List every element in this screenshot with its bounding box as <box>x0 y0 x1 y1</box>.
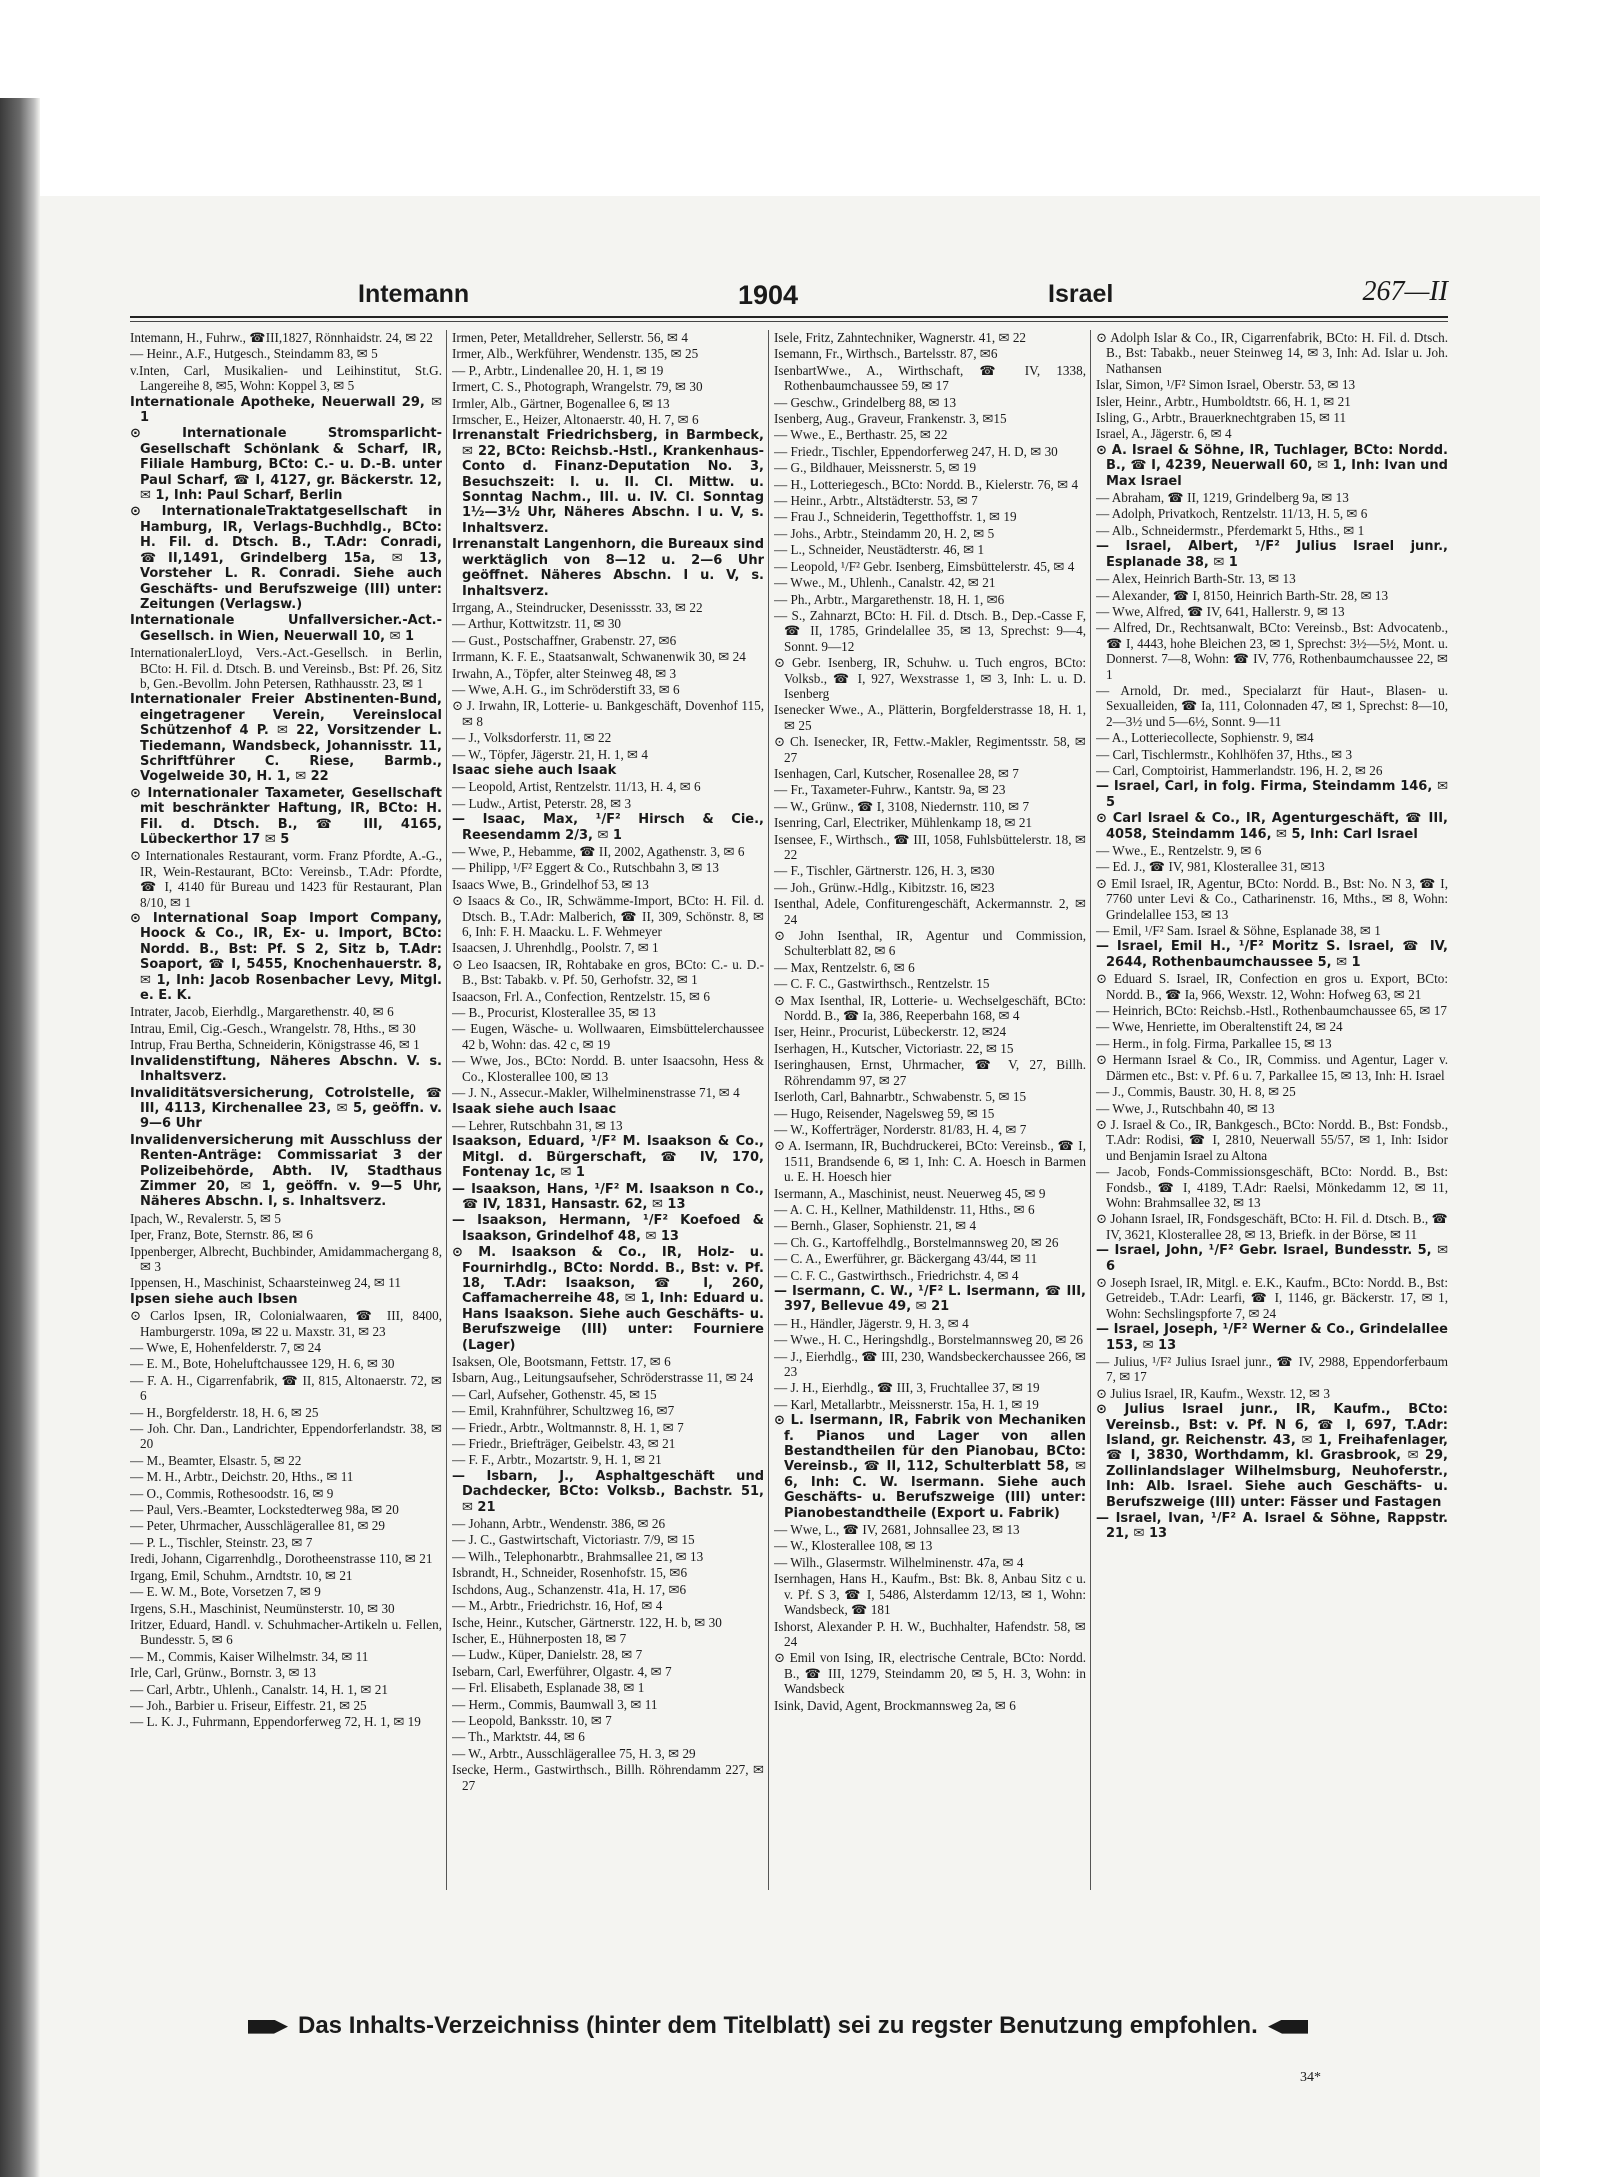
directory-entry: — M., Beamter, Elsastr. 5, ✉ 22 <box>130 1452 302 1468</box>
directory-entry: — O., Commis, Rothesoodstr. 16, ✉ 9 <box>130 1485 334 1501</box>
directory-entry: ⊙ Carl Israel & Co., IR, Agenturgeschäft, ☎ III, 4058, Steindamm 146, ✉ 5, Inh: Carl Israel <box>1096 811 1448 842</box>
directory-entry: — C. F. C., Gastwirthsch., Rentzelstr. 15 <box>774 976 990 992</box>
directory-entry: Isemann, Fr., Wirthsch., Bartelsstr. 87, ✉6 <box>774 346 998 362</box>
directory-entry: — Friedr., Briefträger, Geibelstr. 43, ✉ 21 <box>452 1436 676 1452</box>
directory-entry: ⊙ Internationale Stromsparlicht-Gesellschaft Schönlank & Scharf, IR, Filiale Hamburg, BCto: C.- u. D.-B. unter Paul Scharf, ☎ I, 4127, gr. Bäckerstr. 12, ✉ 1, Inh: Paul Scharf, Berlin <box>130 426 442 504</box>
directory-entry: ⊙ Emil Israel, IR, Agentur, BCto: Nordd. B., Bst: No. N 3, ☎ I, 7760 unter Levi & Co., Catharinenstr. 16, Mths., ✉ 8, Wohn: Grindelallee 153, ✉ 13 <box>1096 875 1448 922</box>
directory-entry: InternationalerLloyd, Vers.-Act.-Gesellsch. in Berlin, BCto: H. Fil. d. Dtsch. B. und Vereinsb., Bst: Pf. 26, Sitz b, Gen.-Bevollm. John Petersen, Rathhausstr. 23, ✉ 1 <box>130 645 442 691</box>
footer-text: Das Inhalts-Verzeichniss (hinter dem Titelblatt) sei zu regster Benutzung empfohlen. <box>298 2012 1258 2039</box>
directory-entry: — Friedr., Tischler, Eppendorferweg 247, H. D, ✉ 30 <box>774 443 1058 459</box>
directory-entry: Ipsen siehe auch Ibsen <box>130 1291 298 1307</box>
directory-entry: — M., Arbtr., Friedrichstr. 16, Hof, ✉ 4 <box>452 1598 663 1614</box>
directory-entry: Irmen, Peter, Metalldreher, Sellerstr. 56, ✉ 4 <box>452 330 688 345</box>
directory-entry: Invalidenversicherung mit Ausschluss der Renten-Anträge: Commissariat 3 der Polizeibehörde, Abth. IV, Stadthaus Zimmer 20, ✉ 1, geöffn. v. 9—5 Uhr, Näheres Abschn. I, s. Inhaltsverz. <box>130 1132 442 1210</box>
directory-entry: — Julius, ¹/F² Julius Israel junr., ☎ IV, 2988, Eppendorferbaum 7, ✉ 17 <box>1096 1354 1448 1385</box>
directory-entry: — Isaakson, Hermann, ¹/F² Koefoed & Isaakson, Grindelhof 48, ✉ 13 <box>452 1213 764 1244</box>
directory-entry: Isernhagen, Hans H., Kaufm., Bst: Bk. 8, Anbau Sitz c u. v. Pf. S 3, ☎ I, 5486, Alsterdamm 12/13, ✉ 1, Wohn: Wandsbeck, ☎ 181 <box>774 1571 1086 1618</box>
directory-entry: — Israel, Carl, in folg. Firma, Steindamm 146, ✉ 5 <box>1096 779 1448 810</box>
directory-entry: — Wwe, A.H. G., im Schröderstift 33, ✉ 6 <box>452 681 680 697</box>
header-first-entry: Intemann <box>358 280 470 308</box>
directory-entry: — Carl, Arbtr., Uhlenh., Canalstr. 14, H. 1, ✉ 21 <box>130 1681 388 1697</box>
directory-entry: Isenthal, Adele, Confiturengeschäft, Ackermannstr. 2, ✉ 24 <box>774 896 1086 927</box>
directory-entry: Iseringhausen, Ernst, Uhrmacher, ☎ V, 27, Billh. Röhrendamm 97, ✉ 27 <box>774 1057 1086 1088</box>
directory-entry: — Frau J., Schneiderin, Tegetthoffstr. 1, ✉ 19 <box>774 509 1017 525</box>
directory-entry: Isaksen, Ole, Bootsmann, Fettstr. 17, ✉ 6 <box>452 1354 671 1369</box>
directory-entry: — Joh., Grünw.-Hdlg., Kibitzstr. 16, ✉23 <box>774 879 995 895</box>
directory-entry: ⊙ John Isenthal, IR, Agentur und Commission, Schulterblatt 82, ✉ 6 <box>774 928 1086 959</box>
directory-entry: — Isbarn, J., Asphaltgeschäft und Dachdecker, BCto: Volksb., Bachstr. 51, ✉ 21 <box>452 1468 764 1515</box>
directory-entry: — Geschw., Grindelberg 88, ✉ 13 <box>774 394 957 410</box>
directory-entry: Intrup, Frau Bertha, Schneiderin, Königstrasse 46, ✉ 1 <box>130 1037 420 1053</box>
directory-entry: — B., Procurist, Klosterallee 35, ✉ 13 <box>452 1005 656 1021</box>
directory-entry: — Wwe, E, Hohenfelderstr. 7, ✉ 24 <box>130 1340 321 1355</box>
directory-entry: — F., Tischler, Gärtnerstr. 126, H. 3, ✉30 <box>774 863 995 879</box>
directory-entry: — A., Lotteriecollecte, Sophienstr. 9, ✉4 <box>1096 730 1314 746</box>
directory-entry: ⊙ Gebr. Isenberg, IR, Schuhw. u. Tuch engros, BCto: Volksb., ☎ I, 927, Wexstrasse 1, ✉ 3, Inh: L. u. D. Isenberg <box>774 655 1086 701</box>
directory-entry: — Isermann, C. W., ¹/F² L. Isermann, ☎ III, 397, Bellevue 49, ✉ 21 <box>774 1283 1086 1315</box>
directory-entry: — C. F. C., Gastwirthsch., Friedrichstr. 4, ✉ 4 <box>774 1267 1019 1283</box>
directory-entry: — Joh., Barbier u. Friseur, Eiffestr. 21, ✉ 25 <box>130 1697 367 1713</box>
directory-entry: — F. F., Arbtr., Mozartstr. 9, H. 1, ✉ 21 <box>452 1452 662 1468</box>
directory-entry: ⊙ Eduard S. Israel, IR, Confection en gros u. Export, BCto: Nordd. B., ☎ Ia, 966, Wexstr. 12, Wohn: Hofweg 63, ✉ 21 <box>1096 971 1448 1002</box>
directory-entry: — F. A. H., Cigarrenfabrik, ☎ II, 815, Altonaerstr. 72, ✉ 6 <box>130 1372 442 1404</box>
directory-column-1 <box>130 330 442 1900</box>
directory-entry: — J., Volksdorferstr. 11, ✉ 22 <box>452 730 612 746</box>
directory-entry: Ishorst, Alexander P. H. W., Buchhalter, Hafendstr. 58, ✉ 24 <box>774 1618 1086 1649</box>
directory-entry: — J. C., Gastwirtschaft, Victoriastr. 7/9, ✉ 15 <box>452 1532 695 1548</box>
directory-entry: — J., Commis, Baustr. 30, H. 8, ✉ 25 <box>1096 1084 1296 1100</box>
directory-entry: — Ludw., Küper, Danielstr. 28, ✉ 7 <box>452 1647 643 1663</box>
directory-entry: — S., Zahnarzt, BCto: H. Fil. d. Dtsch. B., Dep.-Casse F, ☎ II, 1785, Grindelallee 35, ✉ 13, Sprechst: 9—4, Sonnt. 9—12 <box>774 607 1086 654</box>
directory-entry: ⊙ Internationaler Taxameter, Gesellschaft mit beschränkter Haftung, IR, BCto: H. Fil. d. Dtsch. B., ☎ III, 4165, Lübeckerthor 17 ✉ 5 <box>130 785 442 847</box>
directory-entry: Isling, G., Arbtr., Brauerknechtgraben 15, ✉ 11 <box>1096 410 1347 426</box>
directory-entry: — Leopold, Banksstr. 10, ✉ 7 <box>452 1712 612 1728</box>
directory-entry: — Herm., Commis, Baumwall 3, ✉ 11 <box>452 1696 658 1712</box>
directory-entry: Isaac siehe auch Isaak <box>452 762 617 778</box>
header-rule <box>130 316 1448 318</box>
directory-entry: Ippensen, H., Maschinist, Schaarsteinweg 24, ✉ 11 <box>130 1275 401 1291</box>
header-year: 1904 <box>738 280 799 310</box>
directory-entry: Irrmann, K. F. E., Staatsanwalt, Schwanenwik 30, ✉ 24 <box>452 649 746 665</box>
directory-entry: Isenhagen, Carl, Kutscher, Rosenallee 28, ✉ 7 <box>774 765 1019 781</box>
directory-entry: — Hugo, Reisender, Nagelsweg 59, ✉ 15 <box>774 1105 995 1121</box>
directory-entry: Isaacs Wwe, B., Grindelhof 53, ✉ 13 <box>452 876 649 892</box>
pointing-hand-icon <box>248 2020 288 2034</box>
directory-entry: — W., Klosterallee 108, ✉ 13 <box>774 1538 933 1554</box>
directory-entry: ⊙ International Soap Import Company, Hoock & Co., IR, Ex- u. Import, BCto: Nordd. B., Bst: Pf. S 2, Sitz b, T.Adr: Soaport, ☎ I, 5455, Knochenhauerstr. 8, ✉ 1, Inh: Jacob Rosenbacher Levy, Mitgl. e. E. K. <box>130 911 442 1004</box>
directory-entry: — Wwe., M., Uhlenh., Canalstr. 42, ✉ 21 <box>774 575 996 591</box>
directory-column-4 <box>1096 330 1448 1900</box>
directory-entry: Intemann, H., Fuhrw., ☎III,1827, Rönnhaidstr. 24, ✉ 22 <box>130 330 433 345</box>
directory-entry: — Wwe, L., ☎ IV, 2681, Johnsallee 23, ✉ 13 <box>774 1522 1020 1538</box>
directory-entry: IsenbartWwe., A., Wirthschaft, ☎ IV, 1338, Rothenbaumchaussee 59, ✉ 17 <box>774 362 1086 394</box>
directory-entry: — Gust., Postschaffner, Grabenstr. 27, ✉6 <box>452 632 677 648</box>
directory-entry: — Paul, Vers.-Beamter, Lockstedterweg 98a, ✉ 20 <box>130 1502 399 1518</box>
directory-entry: ⊙ A. Israel & Söhne, IR, Tuchlager, BCto: Nordd. B., ☎ I, 4239, Neuerwall 60, ✉ 1, Inh: Ivan und Max Israel <box>1096 442 1448 489</box>
directory-entry: — Emil, Krahnführer, Schultzweg 16, ✉7 <box>452 1403 675 1419</box>
directory-entry: Isaak siehe auch Isaac <box>452 1101 617 1117</box>
scan-binding-shadow <box>0 98 40 2177</box>
directory-entry: — Israel, Ivan, ¹/F² A. Israel & Söhne, Rappstr. 21, ✉ 13 <box>1096 1511 1448 1542</box>
directory-entry: Intrater, Jacob, Eierhdlg., Margarethenstr. 40, ✉ 6 <box>130 1004 394 1020</box>
directory-entry: — Max, Rentzelstr. 6, ✉ 6 <box>774 959 915 975</box>
directory-entry: Iser, Heinr., Procurist, Lübeckerstr. 12, ✉24 <box>774 1024 1007 1040</box>
directory-entry: Invalidenstiftung, Näheres Abschn. V. s. Inhaltsverz. <box>130 1053 442 1085</box>
directory-entry: — E. W. M., Bote, Vorsetzen 7, ✉ 9 <box>130 1584 321 1600</box>
directory-entry: — Wwe, Henriette, im Oberaltenstift 24, ✉ 24 <box>1096 1019 1343 1035</box>
directory-entry: — Heinr., A.F., Hutgesch., Steindamm 83, ✉ 5 <box>130 346 378 362</box>
directory-entry: Isenecker Wwe., A., Plätterin, Borgfelderstrasse 18, H. 1, ✉ 25 <box>774 702 1086 733</box>
directory-entry: — M., Commis, Kaiser Wilhelmstr. 34, ✉ 11 <box>130 1648 369 1664</box>
directory-entry: — Lehrer, Rutschbahn 31, ✉ 13 <box>452 1117 623 1133</box>
directory-entry: — Wilh., Telephonarbtr., Brahmsallee 21, ✉ 13 <box>452 1548 704 1564</box>
directory-entry: Isink, David, Agent, Brockmannsweg 2a, ✉ 6 <box>774 1697 1016 1713</box>
directory-entry: Isaacson, Frl. A., Confection, Rentzelstr. 15, ✉ 6 <box>452 988 710 1004</box>
directory-entry: Intrau, Emil, Cig.-Gesch., Wrangelstr. 78, Hths., ✉ 30 <box>130 1020 416 1036</box>
directory-entry: — H., Lotteriegesch., BCto: Nordd. B., Kielerstr. 76, ✉ 4 <box>774 476 1079 492</box>
header-last-entry: Israel <box>1048 280 1114 308</box>
directory-entry: — G., Bildhauer, Meissnerstr. 5, ✉ 19 <box>774 460 977 476</box>
directory-entry: — Alexander, ☎ I, 8150, Heinrich Barth-Str. 28, ✉ 13 <box>1096 587 1389 603</box>
directory-entry: Iritzer, Eduard, Handl. v. Schuhmacher-Artikeln u. Fellen, Bundesstr. 5, ✉ 6 <box>130 1616 442 1648</box>
directory-column-2 <box>452 330 764 1900</box>
directory-entry: — Frl. Elisabeth, Esplanade 38, ✉ 1 <box>452 1680 645 1696</box>
directory-entry: — Herm., in folg. Firma, Parkallee 15, ✉ 13 <box>1096 1035 1332 1051</box>
directory-entry: ⊙ Max Isenthal, IR, Lotterie- u. Wechselgeschäft, BCto: Nordd. B., ☎ Ia, 386, Reeperbahn 168, ✉ 4 <box>774 992 1086 1024</box>
directory-entry: — Th., Marktstr. 44, ✉ 6 <box>452 1729 585 1745</box>
directory-entry: — Bernh., Glaser, Sophienstr. 21, ✉ 4 <box>774 1218 977 1234</box>
directory-entry: — J. H., Eierhdlg., ☎ III, 3, Fruchtallee 37, ✉ 19 <box>774 1380 1040 1396</box>
directory-entry: — H., Händler, Jägerstr. 9, H. 3, ✉ 4 <box>774 1315 969 1331</box>
directory-entry: Isensee, F., Wirthsch., ☎ III, 1058, Fuhlsbüttelerstr. 18, ✉ 22 <box>774 831 1086 862</box>
directory-entry: ⊙ J. Irwahn, IR, Lotterie- u. Bankgeschäft, Dovenhof 115, ✉ 8 <box>452 698 764 729</box>
directory-entry: ⊙ Carlos Ipsen, IR, Colonialwaaren, ☎ III, 8400, Hamburgerstr. 109a, ✉ 22 u. Maxstr. 31, ✉ 23 <box>130 1308 442 1339</box>
directory-entry: Isermann, A., Maschinist, neust. Neuerweg 45, ✉ 9 <box>774 1185 1046 1201</box>
directory-entry: Isenring, Carl, Electriker, Mühlenkamp 18, ✉ 21 <box>774 815 1033 831</box>
directory-entry: ⊙ A. Isermann, IR, Buchdruckerei, BCto: Vereinsb., ☎ I, 1511, Brandsende 6, ✉ 1, Inh: C. A. Hoesch in Barmen u. E. H. Hoesch hier <box>774 1138 1086 1185</box>
directory-entry: Islar, Simon, ¹/F² Simon Israel, Oberstr. 53, ✉ 13 <box>1096 377 1356 393</box>
directory-entry: — Carl, Tischlermstr., Kohlhöfen 37, Hths., ✉ 3 <box>1096 746 1353 762</box>
directory-entry: — Alb., Schneidermstr., Pferdemarkt 5, Hths., ✉ 1 <box>1096 522 1365 538</box>
directory-entry: — Johann, Arbtr., Wendenstr. 386, ✉ 26 <box>452 1516 666 1532</box>
directory-entry: Irmer, Alb., Werkführer, Wendenstr. 135, ✉ 25 <box>452 346 699 362</box>
directory-entry: — Eugen, Wäsche- u. Wollwaaren, Eimsbüttelerchaussee 42 b, Wohn: das. 42 c, ✉ 19 <box>452 1021 764 1052</box>
directory-entry: ⊙ Joseph Israel, IR, Mitgl. e. E.K., Kaufm., BCto: Nordd. B., Bst: Getreideb., T.Adr: Learfi, ☎ I, 1146, gr. Bäckerstr. 17, ✉ 1, Wohn: Sechslingspforte 7, ✉ 24 <box>1096 1274 1448 1321</box>
column-separator <box>446 330 447 1890</box>
directory-entry: — Ludw., Artist, Peterstr. 28, ✉ 3 <box>452 795 632 811</box>
directory-entry: ⊙ M. Isaakson & Co., IR, Holz- u. Fournirhdlg., BCto: Nordd. B., Bst: v. Pf. 18, T.Adr: Isaakson, ☎ I, 260, Caffamacherreihe 48, ✉ 1, Inh: Eduard u. Hans Isaakson. Siehe auch Geschäfts- u. Berufszweige (III) unter: Fourniere (Lager) <box>452 1245 764 1353</box>
directory-entry: Israel, A., Jägerstr. 6, ✉ 4 <box>1096 426 1232 442</box>
directory-entry: Isaacsen, J. Uhrenhdlg., Poolstr. 7, ✉ 1 <box>452 940 659 956</box>
directory-entry: — W., Töpfer, Jägerstr. 21, H. 1, ✉ 4 <box>452 746 648 762</box>
directory-entry: Ische, Heinr., Kutscher, Gärtnerstr. 122, H. b, ✉ 30 <box>452 1614 722 1630</box>
directory-entry: — W., Kofferträger, Norderstr. 81/83, H. 4, ✉ 7 <box>774 1121 1027 1137</box>
directory-entry: — Leopold, ¹/F² Gebr. Isenberg, Eimsbüttelerstr. 45, ✉ 4 <box>774 558 1075 574</box>
directory-entry: — Ph., Arbtr., Margarethenstr. 18, H. 1, ✉6 <box>774 591 1005 607</box>
directory-entry: Irgang, Emil, Schuhm., Arndtstr. 10, ✉ 21 <box>130 1567 353 1583</box>
directory-entry: — Carl, Comptoirist, Hammerlandstr. 196, H. 2, ✉ 26 <box>1096 762 1383 778</box>
directory-entry: — Fr., Taxameter-Fuhrw., Kantstr. 9a, ✉ 23 <box>774 782 1006 798</box>
directory-entry: Isaakson, Eduard, ¹/F² M. Isaakson & Co., Mitgl. d. Bürgerschaft, ☎ IV, 170, Fontenay 1c, ✉ 1 <box>452 1134 764 1181</box>
directory-entry: Irmscher, E., Heizer, Altonaerstr. 40, H. 7, ✉ 6 <box>452 412 699 428</box>
directory-entry: Internationale Unfallversicher.-Act.-Gesellsch. in Wien, Neuerwall 10, ✉ 1 <box>130 613 442 644</box>
directory-entry: — W., Grünw., ☎ I, 3108, Niedernstr. 110, ✉ 7 <box>774 798 1030 814</box>
directory-entry: Irwahn, A., Töpfer, alter Steinweg 48, ✉ 3 <box>452 665 677 681</box>
directory-entry: Irrenanstalt Friedrichsberg, in Barmbeck, ✉ 22, BCto: Reichsb.-Hstl., Krankenhaus-Conto d. Finanz-Deputation No. 3, Besuchszeit: I. u. II. Cl. Mittw. u. Sonntag Nachm., III. u. IV. Cl. Sonntag 1½—3½ Uhr, Näheres Abschn. I u. V, s. Inhaltsverz. <box>452 428 764 536</box>
directory-entry: — P., Arbtr., Lindenallee 20, H. 1, ✉ 19 <box>452 362 664 378</box>
footer-notice <box>238 2012 1288 2046</box>
printer-signature: 34* <box>1300 2070 1321 2085</box>
directory-entry: ⊙ Leo Isaacsen, IR, Rohtabake en gros, BCto: C.- u. D.-B., Bst: Tabakb. v. Pf. 50, Gerhofstr. 32, ✉ 1 <box>452 956 764 988</box>
directory-entry: — Israel, John, ¹/F² Gebr. Israel, Bundesstr. 5, ✉ 6 <box>1096 1243 1448 1274</box>
directory-entry: Isbarn, Aug., Leitungsaufseher, Schröderstrasse 11, ✉ 24 <box>452 1370 754 1386</box>
directory-entry: — Wwe., E., Rentzelstr. 9, ✉ 6 <box>1096 843 1262 858</box>
directory-entry: — Arthur, Kottwitzstr. 11, ✉ 30 <box>452 616 622 632</box>
directory-entry: Isele, Fritz, Zahntechniker, Wagnerstr. 41, ✉ 22 <box>774 330 1027 345</box>
directory-entry: — Wwe., H. C., Heringshdlg., Borstelmannsweg 20, ✉ 26 <box>774 1332 1083 1348</box>
directory-entry: Iserloth, Carl, Bahnarbtr., Schwabenstr. 5, ✉ 15 <box>774 1089 1027 1105</box>
directory-entry: Iredi, Johann, Cigarrenhdlg., Dorotheenstrasse 110, ✉ 21 <box>130 1551 433 1567</box>
directory-entry: — Ch. G., Kartoffelhdlg., Borstelmannsweg 20, ✉ 26 <box>774 1234 1059 1250</box>
directory-entry: — Israel, Emil H., ¹/F² Moritz S. Israel, ☎ IV, 2644, Rothenbaumchaussee 5, ✉ 1 <box>1096 939 1448 970</box>
directory-entry: — Israel, Joseph, ¹/F² Werner & Co., Grindelallee 153, ✉ 13 <box>1096 1322 1448 1353</box>
directory-entry: Ischer, E., Hühnerposten 18, ✉ 7 <box>452 1630 627 1646</box>
directory-entry: ⊙ Adolph Islar & Co., IR, Cigarrenfabrik, BCto: H. Fil. d. Dtsch. B., Bst: Tabakb., neuer Steinweg 14, ✉ 3, Inh: Ad. Islar u. Joh. Nathansen <box>1096 330 1448 376</box>
directory-entry: — Johs., Arbtr., Steindamm 20, H. 2, ✉ 5 <box>774 525 995 541</box>
column-separator <box>768 330 769 1890</box>
directory-entry: ⊙ Julius Israel, IR, Kaufm., Wexstr. 12, ✉ 3 <box>1096 1385 1330 1401</box>
directory-entry: Invaliditätsversicherung, Cotrolstelle, ☎ III, 4113, Kirchenallee 23, ✉ 5, geöffn. v. 9—6 Uhr <box>130 1085 442 1132</box>
directory-entry: — Wwe, Jos., BCto: Nordd. B. unter Isaacsohn, Hess & Co., Klosterallee 100, ✉ 13 <box>452 1053 764 1084</box>
directory-entry: — Heinr., Arbtr., Altstädterstr. 53, ✉ 7 <box>774 493 978 509</box>
directory-entry: — Wwe, P., Hebamme, ☎ II, 2002, Agathenstr. 3, ✉ 6 <box>452 844 745 859</box>
directory-entry: ⊙ L. Isermann, IR, Fabrik von Mechaniken f. Pianos und Lager von allen Bestandtheilen für den Pianobau, BCto: Vereinsb., ☎ II, 112, Schulterblatt 58, ✉ 6, Inh: C. W. Isermann. Siehe auch Geschäfts- u. Berufszweige (III) unter: Pianobestandtheile (Export u. Fabrik) <box>774 1413 1086 1521</box>
directory-entry: — Wwe, J., Rutschbahn 40, ✉ 13 <box>1096 1100 1275 1116</box>
header-rule-thin <box>130 321 1448 322</box>
directory-entry: Irrgang, A., Steindrucker, Desenissstr. 33, ✉ 22 <box>452 599 703 615</box>
directory-entry: — L., Schneider, Neustädterstr. 46, ✉ 1 <box>774 542 985 558</box>
directory-entry: — C. A., Ewerführer, gr. Bäckergang 43/44, ✉ 11 <box>774 1251 1038 1267</box>
directory-entry: — P. L., Tischler, Steinstr. 23, ✉ 7 <box>130 1534 313 1550</box>
directory-entry: — Peter, Uhrmacher, Ausschlägerallee 81, ✉ 29 <box>130 1518 385 1534</box>
directory-entry: ⊙ Hermann Israel & Co., IR, Commiss. und Agentur, Lager v. Därmen etc., Bst: v. Pf. 6 u. 7, Parkallee 15, ✉ 13, Inh: H. Israel <box>1096 1052 1448 1083</box>
column-separator <box>1090 330 1091 1890</box>
directory-entry: Irrenanstalt Langenhorn, die Bureaux sind werktäglich von 8—12 u. 2—6 Uhr geöffnet. Näheres Abschn. I u. V, s. Inhaltsverz. <box>452 537 764 599</box>
directory-entry: Ischdons, Aug., Schanzenstr. 41a, H. 17, ✉6 <box>452 1581 687 1597</box>
directory-entry: — H., Borgfelderstr. 18, H. 6, ✉ 25 <box>130 1404 319 1420</box>
directory-column-3 <box>774 330 1086 1900</box>
page-top-strip <box>0 98 1600 196</box>
directory-entry: — A. C. H., Kellner, Mathildenstr. 11, Hths., ✉ 6 <box>774 1201 1035 1217</box>
directory-entry: — Abraham, ☎ II, 1219, Grindelberg 9a, ✉ 13 <box>1096 490 1349 506</box>
directory-entry: — Emil, ¹/F² Sam. Israel & Söhne, Esplanade 38, ✉ 1 <box>1096 923 1381 939</box>
page-number: 267—II <box>1362 276 1448 307</box>
directory-entry: — Friedr., Arbtr., Woltmannstr. 8, H. 1, ✉ 7 <box>452 1419 684 1435</box>
directory-entry: — Ed. J., ☎ IV, 981, Klosterallee 31, ✉13 <box>1096 859 1325 875</box>
directory-entry: Irle, Carl, Grünw., Bornstr. 3, ✉ 13 <box>130 1665 317 1681</box>
directory-entry: — Joh. Chr. Dan., Landrichter, Eppendorferlandstr. 38, ✉ 20 <box>130 1421 442 1452</box>
directory-entry: ⊙ Isaacs & Co., IR, Schwämme-Import, BCto: H. Fil. d. Dtsch. B., T.Adr: Malberich, ☎ II, 309, Schönstr. 8, ✉6, Inh: F. H. Maacku. L. F. Wehmeyer <box>452 893 764 940</box>
directory-entry: Iper, Franz, Bote, Sternstr. 86, ✉ 6 <box>130 1227 314 1243</box>
directory-entry: Isbrandt, H., Schneider, Rosenhofstr. 15, ✉6 <box>452 1565 688 1581</box>
directory-entry: — Karl, Metallarbtr., Meissnerstr. 15a, H. 1, ✉ 19 <box>774 1396 1039 1412</box>
directory-entry: — Arnold, Dr. med., Specialarzt für Haut-, Blasen- u. Sexualleiden, ☎ Ia, 111, Colonnaden 47, ✉ 1, Sprechst: 8—10, 2—3½ und 5—6½, Sonnt. 9—11 <box>1096 682 1448 729</box>
directory-entry: — Wilh., Glasermstr. Wilhelminenstr. 47a, ✉ 4 <box>774 1554 1024 1570</box>
directory-entry: Internationaler Freier Abstinenten-Bund, eingetragener Verein, Vereinslocal Schützenhof 4 P. ✉ 22, Vorsitzender L. Tiedemann, Wandsbeck, Johannisstr. 11, Schriftführer C. Riese, Barmb., Vogelweide 30, H. 1, ✉ 22 <box>130 692 442 785</box>
directory-entry: ⊙ InternationaleTraktatgesellschaft in Hamburg, IR, Verlags-Buchhdlg., BCto: H. Fil. d. Dtsch. B., T.Adr: Conradi, ☎II,1491, Grindelberg 15a, ✉ 13, Vorsteher L. R. Conradi. Siehe auch Geschäfts- und Berufszweige (III) unter: Zeitungen (Verlagsw.) <box>130 504 442 612</box>
directory-entry: — Alfred, Dr., Rechtsanwalt, BCto: Vereinsb., Bst: Advocatenb., ☎ I, 4443, hohe Bleichen 23, ✉ 1, Sprechst: 3½—5½, Mont. u. Donnerst. 7—8, Wohn: ☎ IV, 776, Rothenbaumchaussee 22, ✉ 1 <box>1096 620 1448 682</box>
running-header <box>128 276 1448 316</box>
directory-entry: Isebarn, Carl, Ewerführer, Olgastr. 4, ✉ 7 <box>452 1663 672 1679</box>
directory-entry: Irgens, S.H., Maschinist, Neumünsterstr. 10, ✉ 30 <box>130 1600 395 1616</box>
directory-entry: — Wwe, Alfred, ☎ IV, 641, Hallerstr. 9, ✉ 13 <box>1096 603 1345 619</box>
directory-entry: Ippenberger, Albrecht, Buchbinder, Amidammachergang 8, ✉ 3 <box>130 1243 442 1274</box>
directory-entry: Isecke, Herm., Gastwirthsch., Billh. Röhrendamm 227, ✉ 27 <box>452 1762 764 1793</box>
directory-entry: — Carl, Aufseher, Gothenstr. 45, ✉ 15 <box>452 1386 657 1402</box>
directory-entry: Irmert, C. S., Photograph, Wrangelstr. 79, ✉ 30 <box>452 379 703 395</box>
directory-entry: — Heinrich, BCto: Reichsb.-Hstl., Rothenbaumchaussee 65, ✉ 17 <box>1096 1003 1447 1019</box>
directory-entry: Irmler, Alb., Gärtner, Bogenallee 6, ✉ 13 <box>452 395 670 411</box>
directory-entry: — Isaakson, Hans, ¹/F² M. Isaakson n Co., ☎ IV, 1831, Hansastr. 62, ✉ 13 <box>452 1181 764 1212</box>
directory-entry: — E. M., Bote, Hoheluftchaussee 129, H. 6, ✉ 30 <box>130 1356 395 1372</box>
directory-entry: — Leopold, Artist, Rentzelstr. 11/13, H. 4, ✉ 6 <box>452 779 701 795</box>
directory-entry: ⊙ Ch. Isenecker, IR, Fettw.-Makler, Regimentsstr. 58, ✉ 27 <box>774 734 1086 765</box>
directory-entry: — Alex, Heinrich Barth-Str. 13, ✉ 13 <box>1096 571 1296 587</box>
directory-entry: Isler, Heinr., Arbtr., Humboldtstr. 66, H. 1, ✉ 21 <box>1096 393 1351 409</box>
directory-entry: ⊙ Johann Israel, IR, Fondsgeschäft, BCto: H. Fil. d. Dtsch. B., ☎ IV, 3621, Klosterallee 28, ✉ 13, Briefk. in der Börse, ✉ 11 <box>1096 1211 1448 1242</box>
directory-entry: Iserhagen, H., Kutscher, Victoriastr. 22, ✉ 15 <box>774 1040 1014 1056</box>
directory-entry: ⊙ Internationales Restaurant, vorm. Franz Pfordte, A.-G., IR, Wein-Restaurant, BCto: Vereinsb., T.Adr: Pfordte, ☎ I, 4140 für Bureau und 1423 für Restaurant, Plan 8/10, ✉ 1 <box>130 848 442 910</box>
directory-entry: ⊙ J. Israel & Co., IR, Bankgesch., BCto: Nordd. B., Bst: Fondsb., T.Adr: Rodisi, ☎ I, 2810, Neuerwall 55/57, ✉ 1, Inh: Isidor und Benjamin Israel zu Altona <box>1096 1116 1448 1163</box>
directory-entry: — Isaac, Max, ¹/F² Hirsch & Cie., Reesendamm 2/3, ✉ 1 <box>452 812 764 843</box>
directory-entry: ⊙ Julius Israel junr., IR, Kaufm., BCto: Vereinsb., Bst: v. Pf. N 6, ☎ I, 697, T.Adr: Island, gr. Reichenstr. 43, ✉ 1, Freihafenlager, ☎ I, 3830, Worthdamm, kl. Grasbrook, ✉ 29, Zollinlandslager Wilhelmsburg, Neuhoferstr., Inh: Alb. Israel. Siehe auch Geschäfts- u. Berufszweige (III) unter: Fässer und Fastagen <box>1096 1402 1448 1510</box>
directory-entry: — Adolph, Privatkoch, Rentzelstr. 11/13, H. 5, ✉ 6 <box>1096 506 1368 522</box>
directory-entry: — J., Eierhdlg., ☎ III, 230, Wandsbeckerchaussee 266, ✉ 23 <box>774 1348 1086 1379</box>
directory-entry: ⊙ Emil von Ising, IR, electrische Centrale, BCto: Nordd. B., ☎ III, 1279, Steindamm 20, ✉ 5, H. 3, Wohn: in Wandsbeck <box>774 1650 1086 1697</box>
directory-entry: v.Inten, Carl, Musikalien- und Leihinstitut, St.G. Langereihe 8, ✉5, Wohn: Koppel 3, ✉ 5 <box>130 362 442 394</box>
directory-entry: — Jacob, Fonds-Commissionsgeschäft, BCto: Nordd. B., Bst: Fondsb., ☎ I, 4189, T.Adr: Raelsi, Mönkedamm 12, ✉ 11, Wohn: Brahmsallee 32, ✉ 13 <box>1096 1164 1448 1210</box>
directory-entry: Ipach, W., Revalerstr. 5, ✉ 5 <box>130 1210 281 1226</box>
pointing-hand-icon <box>1268 2020 1308 2034</box>
directory-entry: — W., Arbtr., Ausschlägerallee 75, H. 3, ✉ 29 <box>452 1745 696 1761</box>
directory-entry: — M. H., Arbtr., Deichstr. 20, Hths., ✉ 11 <box>130 1469 354 1485</box>
directory-entry: — Israel, Albert, ¹/F² Julius Israel junr., Esplanade 38, ✉ 1 <box>1096 539 1448 570</box>
directory-entry: Isenberg, Aug., Graveur, Frankenstr. 3, ✉15 <box>774 411 1007 427</box>
directory-entry: Internationale Apotheke, Neuerwall 29, ✉ 1 <box>130 394 442 426</box>
directory-entry: — L. K. J., Fuhrmann, Eppendorferweg 72, H. 1, ✉ 19 <box>130 1714 421 1730</box>
directory-entry: — Wwe., E., Berthastr. 25, ✉ 22 <box>774 427 948 443</box>
directory-entry: — J. N., Assecur.-Makler, Wilhelminenstrasse 71, ✉ 4 <box>452 1085 740 1101</box>
directory-entry: — Philipp, ¹/F² Eggert & Co., Rutschbahn 3, ✉ 13 <box>452 860 719 876</box>
